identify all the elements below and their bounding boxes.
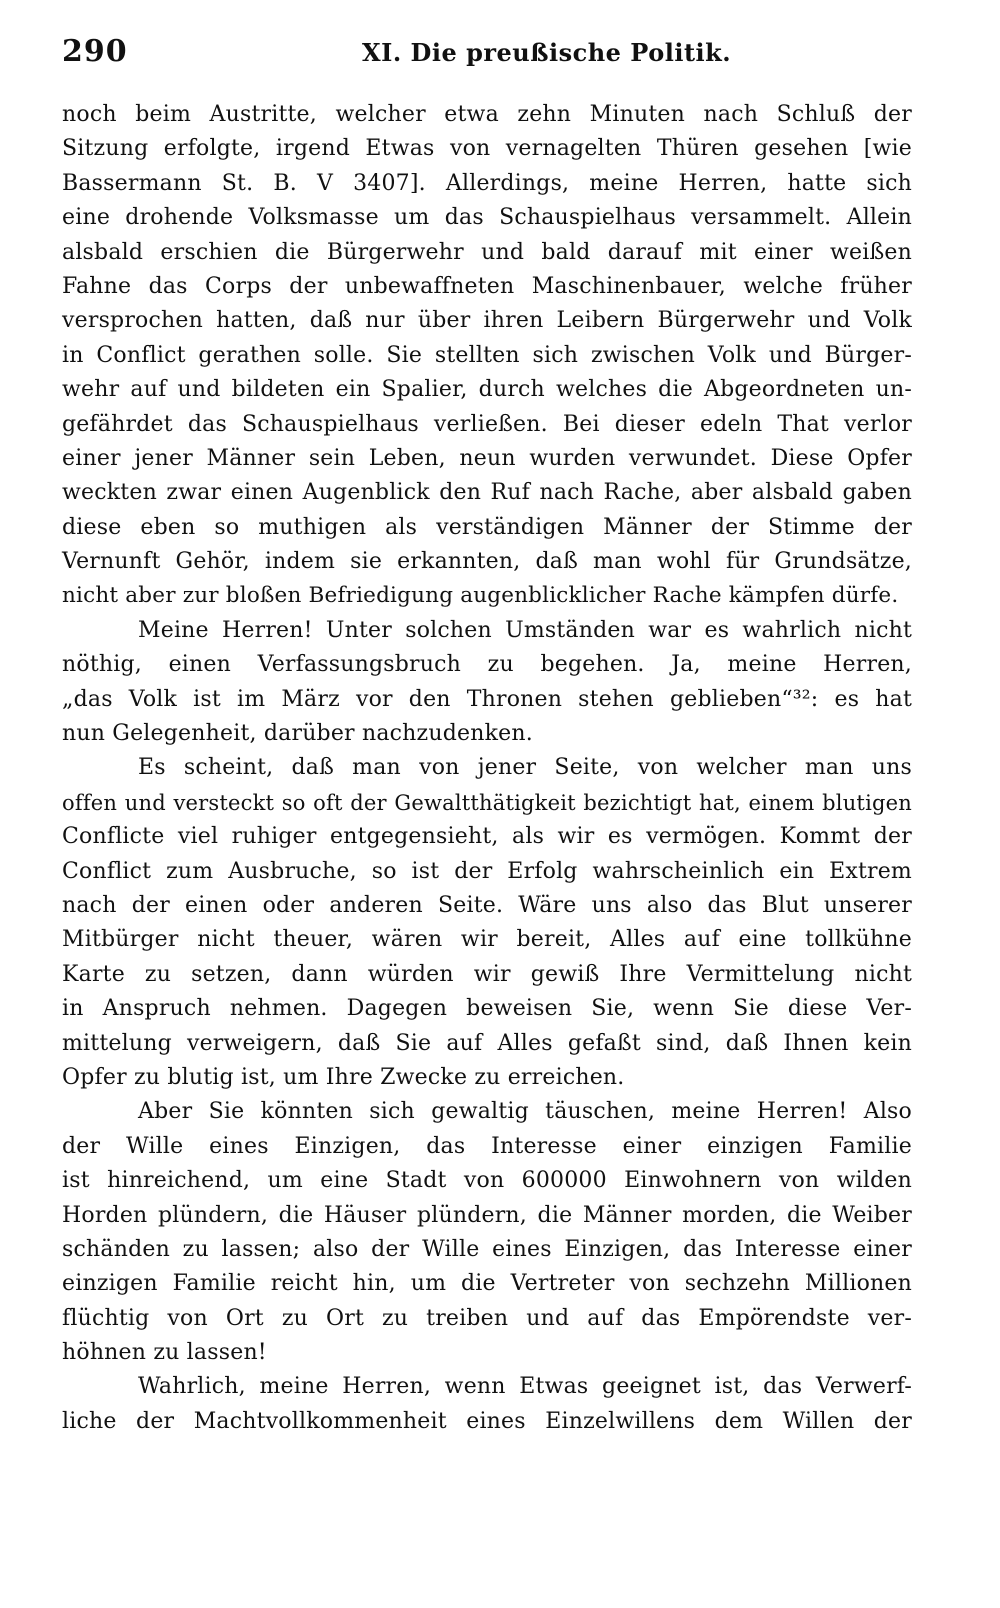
text-line: Vernunft Gehör, indem sie erkannten, daß man wohl für Grundsätze, <box>62 549 912 575</box>
text-line: diese eben so muthigen als verständigen Männer der Stimme der <box>62 514 912 540</box>
text-line: noch beim Austritte, welcher etwa zehn Minuten nach Schluß der <box>62 102 912 127</box>
text-line: nöthig, einen Verfassungsbruch zu begehen. Ja, meine Herren, <box>62 652 912 678</box>
text-line: eine drohende Volksmasse um das Schauspielhaus versammelt. Allein <box>62 205 912 231</box>
text-line: in Conflict gerathen solle. Sie stellten sich zwischen Volk und Bürger- <box>62 342 912 368</box>
paragraph <box>62 614 912 752</box>
text-line: der Wille eines Einzigen, das Interesse einer einzigen Familie <box>62 1133 912 1159</box>
text-line: höhnen zu lassen! <box>62 1340 267 1366</box>
text-line: Es scheint, daß man von jener Seite, von welcher man uns <box>138 755 912 781</box>
paragraph <box>62 751 912 1095</box>
paragraph <box>62 98 912 614</box>
text-line: versprochen hatten, daß nur über ihren Leibern Bürgerwehr und Volk <box>62 308 912 334</box>
text-line: offen und versteckt so oft der Gewaltthätigkeit bezichtigt hat, einem blutigen <box>62 790 912 815</box>
text-line: schänden zu lassen; also der Wille eines Einzigen, das Interesse einer <box>62 1236 912 1262</box>
text-line: Sitzung erfolgte, irgend Etwas von vernagelten Thüren gesehen [wie <box>62 136 912 162</box>
text-line: gefährdet das Schauspielhaus verließen. Bei dieser edeln That verlor <box>62 411 912 437</box>
paragraph <box>62 1095 912 1370</box>
text-line: wehr auf und bildeten ein Spalier, durch welches die Abgeordneten un- <box>62 377 912 403</box>
text-line: nach der einen oder anderen Seite. Wäre uns also das Blut unserer <box>62 892 912 918</box>
text-line: in Anspruch nehmen. Dagegen beweisen Sie, wenn Sie diese Ver- <box>62 996 912 1022</box>
body-text <box>62 98 912 1439</box>
text-line: einer jener Männer sein Leben, neun wurden verwundet. Diese Opfer <box>62 445 912 471</box>
text-line: weckten zwar einen Augenblick den Ruf nach Rache, aber alsbald gaben <box>62 480 912 506</box>
paragraph <box>62 1370 912 1439</box>
text-line: Mitbürger nicht theuer, wären wir bereit, Alles auf eine tollkühne <box>62 927 912 953</box>
running-head: XI. Die preußische Politik. <box>362 38 732 67</box>
text-line: liche der Machtvollkommenheit eines Einzelwillens dem Willen der <box>62 1408 912 1434</box>
page-number: 290 <box>62 34 128 69</box>
text-line: Opfer zu blutig ist, um Ihre Zwecke zu erreichen. <box>62 1064 625 1090</box>
text-line: Meine Herren! Unter solchen Umständen war es wahrlich nicht <box>138 617 912 643</box>
text-line: nicht aber zur bloßen Befriedigung augenblicklicher Rache kämpfen dürfe. <box>62 583 899 609</box>
text-line: „das Volk ist im März vor den Thronen stehen geblieben“³²: es hat <box>62 686 912 712</box>
text-line: Aber Sie könnten sich gewaltig täuschen, meine Herren! Also <box>138 1099 912 1125</box>
text-line: alsbald erschien die Bürgerwehr und bald darauf mit einer weißen <box>62 239 912 265</box>
text-line: Karte zu setzen, dann würden wir gewiß Ihre Vermittelung nicht <box>62 961 912 987</box>
text-line: ist hinreichend, um eine Stadt von 600000 Einwohnern von wilden <box>62 1168 912 1194</box>
text-line: Conflicte viel ruhiger entgegensieht, als wir es vermögen. Kommt der <box>62 824 912 850</box>
text-line: einzigen Familie reicht hin, um die Vertreter von sechzehn Millionen <box>62 1271 912 1297</box>
page-header <box>62 30 912 78</box>
text-line: flüchtig von Ort zu Ort zu treiben und auf das Empörendste ver- <box>62 1305 912 1331</box>
text-line: mittelung verweigern, daß Sie auf Alles gefaßt sind, daß Ihnen kein <box>62 1030 912 1056</box>
text-line: Wahrlich, meine Herren, wenn Etwas geeignet ist, das Verwerf- <box>138 1374 912 1400</box>
text-line: Horden plündern, die Häuser plündern, die Männer morden, die Weiber <box>62 1202 912 1228</box>
text-line: Bassermann St. B. V 3407]. Allerdings, meine Herren, hatte sich <box>62 170 912 196</box>
text-line: nun Gelegenheit, darüber nachzudenken. <box>62 721 533 747</box>
text-line: Conflict zum Ausbruche, so ist der Erfolg wahrscheinlich ein Extrem <box>62 858 912 884</box>
text-line: Fahne das Corps der unbewaffneten Maschinenbauer, welche früher <box>62 273 912 299</box>
